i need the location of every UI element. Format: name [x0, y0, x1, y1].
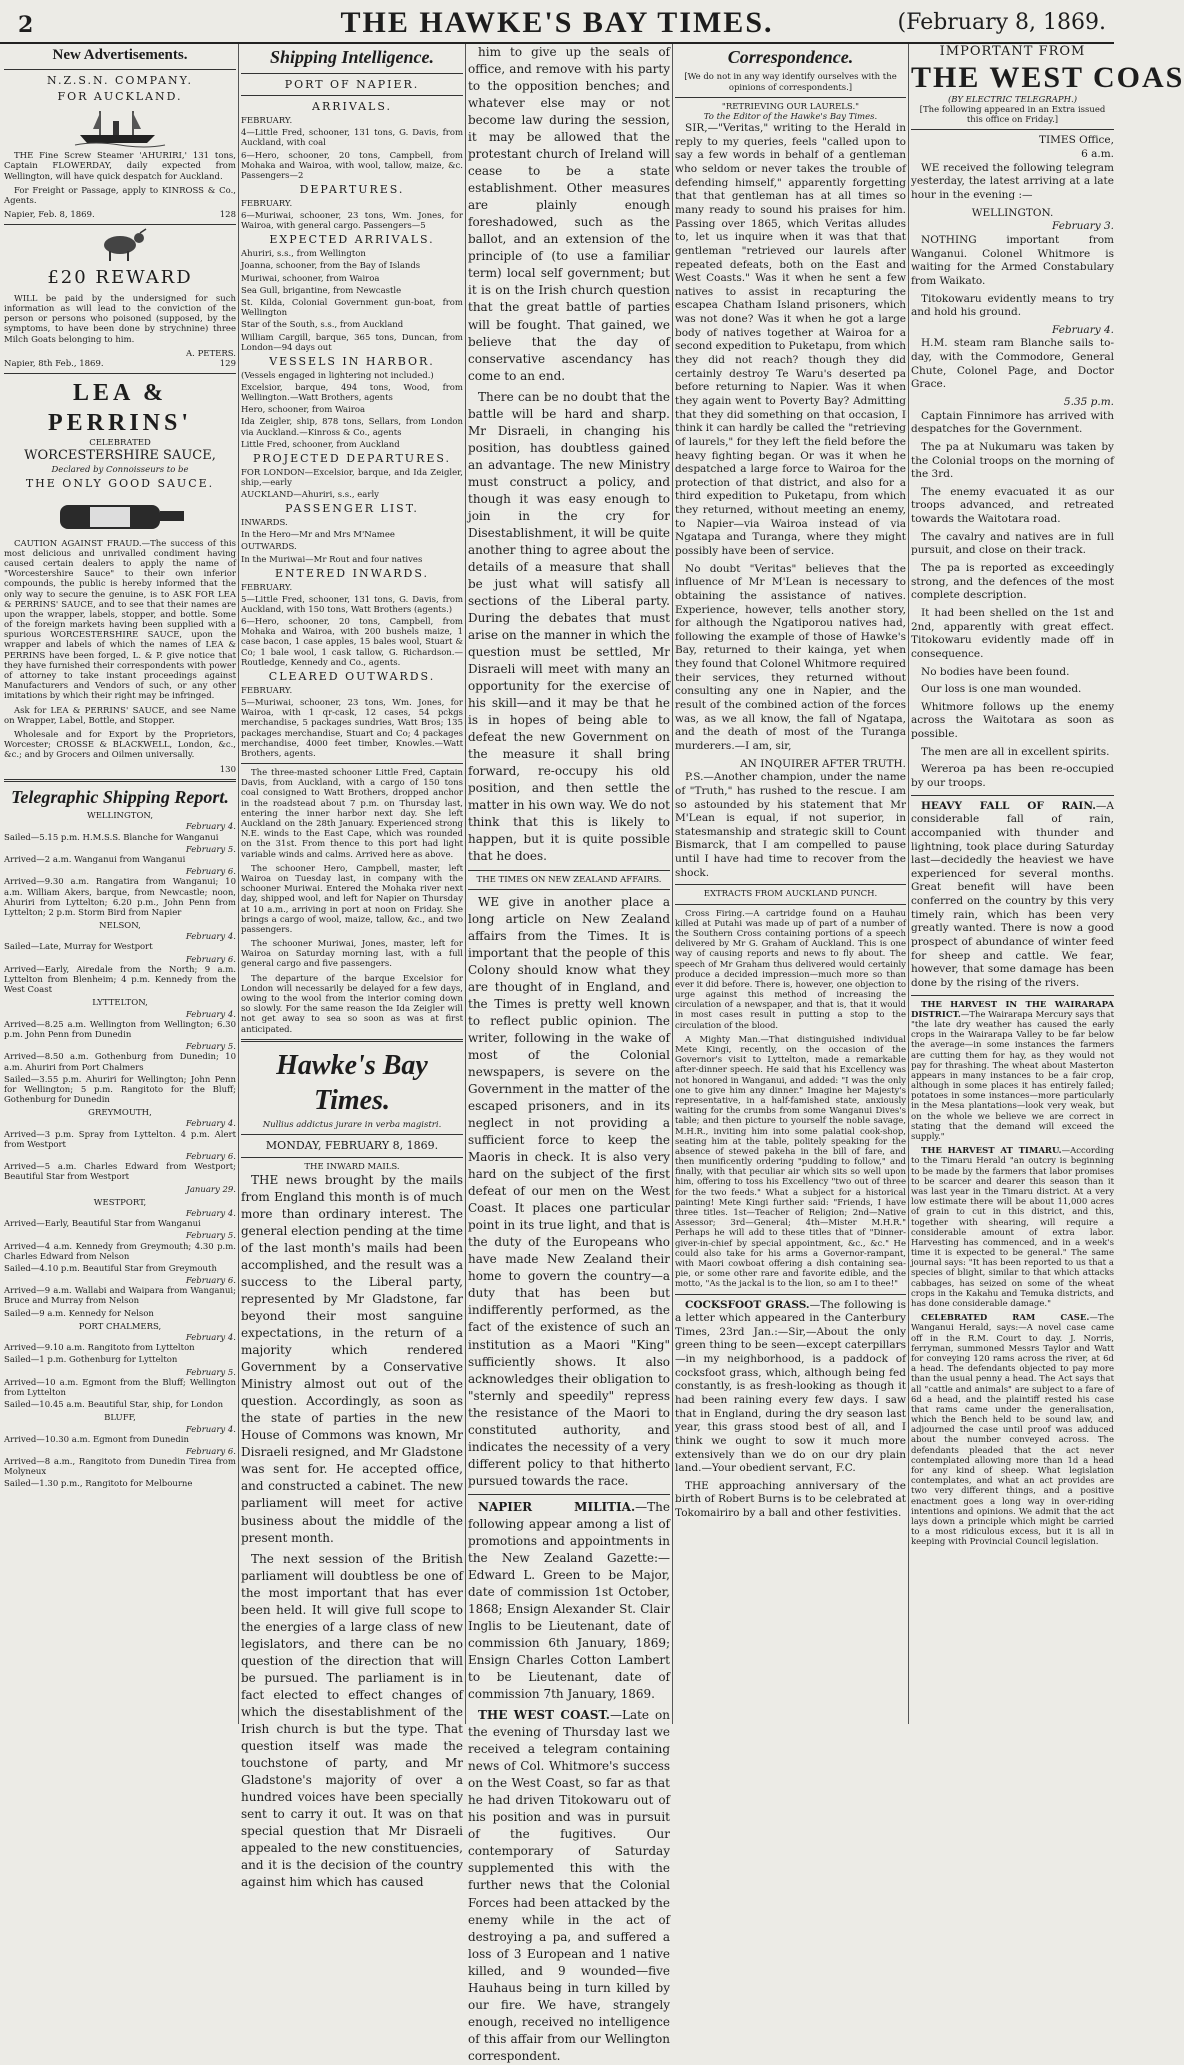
list-item: 5—Little Fred, schooner, 131 tons, G. Davis, from Auckland, with 150 tons, Watt Brothers (agents.)	[241, 594, 463, 615]
arrivals-title: ARRIVALS.	[312, 100, 392, 114]
list-item: Little Fred, schooner, from Auckland	[241, 439, 400, 450]
telegram-p1: NOTHING important from Wanganui. Colonel Whitmore is waiting for the Armed Constabulary from Waikato.	[911, 233, 1114, 287]
wellington-dateline: WELLINGTON.	[971, 206, 1054, 219]
list-item: FEBRUARY.	[241, 116, 293, 126]
column-editorial	[468, 44, 670, 2063]
list-item: 5—Muriwai, schooner, 23 tons, Wm. Jones, for Wairoa, with 1 qr-cask, 12 cases, 54 pckgs merchandise, 5 packages sundries, Watt Bros; 135 packages merchandise, Stuart and Co; 4 packages merchandise, 4000 feet timber, Knowles.—Watt Brothers, agents.	[241, 697, 463, 759]
steamer-illustration	[75, 107, 165, 147]
entered-list	[241, 583, 463, 669]
report-entry: Arrived—8 a.m., Rangitoto from Dunedin Tirea from Molyneux	[4, 1457, 236, 1478]
list-item: WE give in another place a long article on New Zealand affairs from the Times. It is important that the people of this Colony should know what they are thought of in England, and the Times is pretty well known to reflect public opinion. The writer, following in the wake of most of the Colonial newspapers, is severe on the Government in the matter of the escaped prisoners, and in its neglect in not providing a sufficient force to keep the Maoris in check. It is also very hard on the subject of the first defeat of our men on the West Coast. It places one particular point in its true light, and that is the duty of the Europeans who have made New Zealand their home to govern the country—a duty that has been but indifferently performed, as the fact of the existence of such an institution as a Maori "King" sufficiently shows. It also acknowledges their obligation to "sternly and speedily" repress the resistance of the Maori to constituted authority, and indicates the necessity of a very different policy to that hitherto pursued towards the race.	[468, 894, 670, 1488]
list-item: Ida Zeigler, ship, 878 tons, Sellars, from London via Auckland.—Kinross & Co., agents	[241, 417, 463, 438]
list-item: FOR LONDON—Excelsior, barque, and Ida Zeigler, ship,—early	[241, 467, 463, 488]
punch-extracts	[675, 909, 906, 1290]
letter-ps: P.S.—Another champion, under the name of "Truth," has rushed to the rescue. I am so astounded by his statement that Mr M'Lean is equal, if not superior, in statesmanship and strategic skill to Count Bismarck, that I am compelled to pause until I have had time to recover from the shock.	[675, 771, 906, 879]
report-entry: Arrived—9.10 a.m. Rangitoto from Lyttelton	[4, 1343, 195, 1354]
lp-wholesale: Wholesale and for Export by the Proprietors, Worcester; CROSSE & BLACKWELL, London, &c., &c.; and by Grocers and Oilmen universally.	[4, 729, 236, 761]
report-date: February 4.	[185, 1333, 236, 1343]
date-feb3: February 3.	[1052, 220, 1114, 233]
report-place: GREYMOUTH,	[88, 1108, 152, 1119]
list-item: FEBRUARY.	[241, 582, 293, 593]
list-item: Sea Gull, brigantine, from Newcastle	[241, 285, 402, 296]
expected-list	[241, 249, 463, 353]
telegraph-subtitle: (BY ELECTRIC TELEGRAPH.)	[947, 94, 1078, 105]
telegram-p6: The enemy evacuated it as our troops advanced, and retreated towards the Waitotara road.	[911, 485, 1114, 526]
expected-title: EXPECTED ARRIVALS.	[269, 233, 435, 247]
report-entry: Arrived—9 a.m. Wallabi and Waipara from Wanganui; Bruce and Murray from Nelson	[4, 1286, 236, 1307]
report-date: February 5.	[185, 1367, 236, 1378]
column-shipping	[241, 44, 463, 1890]
telegram-p13: The men are all in excellent spirits.	[921, 745, 1110, 758]
telegram-p10: No bodies have been found.	[921, 665, 1070, 678]
goat-illustration	[90, 229, 150, 263]
times-title: THE TIMES ON NEW ZEALAND AFFAIRS.	[476, 874, 662, 885]
list-item: In the Hero—Mr and Mrs M'Namee	[241, 530, 395, 541]
report-date: February 4.	[185, 822, 236, 833]
disclaimer: [We do not in any way identify ourselves with the opinions of correspondents.]	[684, 72, 897, 93]
list-item: William Cargill, barque, 365 tons, Duncan, from London—94 days out	[241, 332, 463, 353]
section-title: Shipping Intelligence.	[269, 47, 435, 67]
telegraphic-title: Telegraphic Shipping Report.	[11, 786, 229, 807]
report-place: BLUFF,	[104, 1413, 136, 1424]
list-item: OUTWARDS.	[241, 542, 297, 553]
cleared-title: CLEARED OUTWARDS.	[268, 670, 436, 683]
report-place: NELSON,	[99, 921, 141, 932]
passenger-list	[241, 518, 463, 565]
column-west-coast	[911, 44, 1184, 1724]
article-timaru: THE HARVEST AT TIMARU.—According to the Timaru Herald "an outcry is beginning to be made by the farmers that labor promises to be scarcer and dearer this season than it was last year in the Timaru district. At a very low estimate there will be about 11,000 acres of grain to cut in this district, and this, together with shearing, will require a considerable amount of extra labor. Harvesting has commenced, and in a week's time it is expected to be general." The same journal says: "It has been reported to us that a species of blight, similar to that which attacks cabbages, has seized on some of the wheat crops in the Kakahu and Temuka districts, and has done considerable damage."	[911, 1146, 1114, 1310]
article-west-coast: THE WEST COAST.—Late on the evening of Thursday last we received a telegram containing news of Col. Whitmore's success on the West Coast, so far as that he had driven Titokowaru out of his position and was in pursuit of the fugitives. Our contemporary of Saturday supplemented this with the further news that the Colonial Forces had been attacked by the enemy while in the act of destroying a pa, and suffered a loss of 3 European and 1 native killed, and 9 wounded—five Hauhaus being in turn killed by our fire. We have, strangely enough, received no intelligence of this affair from our Wellington correspondent.	[468, 1708, 670, 2063]
section-title: Correspondence.	[727, 47, 854, 67]
list-item: AUCKLAND—Ahuriri, s.s., early	[241, 490, 379, 501]
paper-motto: Nullius addictus jurare in verba magistri.	[262, 1119, 442, 1130]
telegram-p4: Captain Finnimore has arrived with despatches for the Government.	[911, 409, 1114, 436]
report-entry: Arrived—Early, Airedale from the North; 9 a.m. Lyttelton from Blenheim; 4 p.m. Kennedy from the West Coast	[4, 964, 236, 996]
article-inward-mails	[241, 1172, 463, 1891]
telegram-intro: WE received the following telegram yesterday, the latest arriving at a late hour in the evening :—	[911, 161, 1114, 202]
telegram-p2: Titokowaru evidently means to try and hold his ground.	[911, 292, 1114, 319]
telegram-p14: Wereroa pa has been re-occupied by our troops.	[911, 763, 1114, 789]
list-item: There can be no doubt that the battle will be hard and sharp. Mr Disraeli, in changing his position, has doubtless gained an advantage. The new Ministry must construct a policy, and though it was easy enough to join in the cry for Disestablishment, it will be quite another thing to agree about the details of a measure that shall be just what will satisfy all sections of the Liberal party. During the debates that must arise on the manner in which the question must be settled, Mr Disraeli will meet with many an opportunity for the exercise of his skill—and it may be that he is in hopes of being able to defeat the new Government on the measure it shall bring forward, re-occupy his old position, and then settle the matter in his own way. We do not think that this is likely to happen, but it is quite possible that he does.	[468, 389, 670, 864]
article-militia: NAPIER MILITIA.—The following appear among a list of promotions and appointments in the New Zealand Gazette:—Edward L. Green to be Major, date of commission 1st October, 1868; Ensign Alexander St. Clair Inglis to be Lieutenant, date of commission 6th January, 1869; Ensign Charles Cotton Lambert to be Lieutenant, date of commission 7th January, 1869.	[468, 1499, 670, 1702]
article-cocksfoot: COCKSFOOT GRASS.—The following is a letter which appeared in the Canterbury Times, 23rd Jan.:—Sir,—About the only green thing to be seen—except caterpillars—in my neighborhood, is a paddock of cocksfoot grass, which, although being fed constantly, is as fresh-looking as though it had been raining every few days. I saw that in England, during the dry season last year, this grass stood best of all, and I think we ought to sow it much more extensively than we do on our dry plain land.—Your obedient servant, F.C.	[675, 1298, 907, 1475]
lp-celebrated: CELEBRATED	[89, 438, 151, 449]
report-entry: Sailed—Late, Murray for Westport	[4, 942, 153, 953]
passenger-title: PASSENGER LIST.	[285, 502, 419, 516]
reward-sign: A. PETERS.	[186, 348, 236, 359]
report-date: February 6.	[185, 867, 236, 878]
departures-list	[241, 199, 463, 232]
list-item: INWARDS.	[241, 518, 288, 528]
article-ram-case: CELEBRATED RAM CASE.—The Wanganui Herald, says:—A novel case came off in the R.M. Court to day. J. Norris, ferryman, summoned Messrs Taylor and Watt for conveying 120 rams across the river, at 6d a head. The defendants objected to pay more than the usual penny a head. The Act says that all "cattle and animals" are subject to a fare of 6d a head, and the plaintiff rested his case that rams came under the generalisation, which the Bench held to be sound law, and adjourned the case until proof was adduced about the number conveyed across. The defendants pleaded that the act never contemplated allowing more than 1d a head for any kind of sheep. What legislation contemplates, and what an act provides are two very different things, and a positive enactment goes a long way in over-riding intentions and opinions. We admit that the act lays down a principle which might be carried to a most ridiculous excess, but it is all in keeping with Provincial Council legislation.	[911, 1313, 1114, 1548]
report-entry: Arrived—Early, Beautiful Star from Wanganui	[4, 1219, 201, 1230]
dateline: MONDAY, FEBRUARY 8, 1869.	[265, 1138, 439, 1152]
article-rain: HEAVY FALL OF RAIN.—A considerable fall of rain, accompanied with thunder and lightning, took place during Saturday last—decidedly the heaviest we have experienced for several months. Great benefit will have been conferred on the country by this very timely rain, which has been very greatly wanted. There is now a good prospect of abundance of winter feed for sheep and cattle. We fear, however, that some damage has been done by the rising of the rivers.	[911, 799, 1114, 989]
arrivals-list	[241, 116, 463, 181]
report-place: WELLINGTON,	[86, 811, 154, 822]
cleared-list	[241, 686, 463, 759]
list-item: Excelsior, barque, 494 tons, Wood, from Wellington.—Watt Brothers, agents	[241, 382, 463, 403]
list-item: Muriwai, schooner, from Wairoa	[241, 273, 380, 284]
telegram-p5: The pa at Nukumaru was taken by the Colonial troops on the morning of the 3rd.	[911, 440, 1114, 481]
list-item: Hero, schooner, from Wairoa	[241, 405, 366, 416]
article-wairarapa: THE HARVEST IN THE WAIRARAPA DISTRICT.—The Wairarapa Mercury says that "the late dry weather has caused the early crops in the Wairarapa Valley to be far below the average—in some instances the farmers are cutting them for hay, as they would not pay for thrashing. The wheat about Masterton appears in many instances to be a fair crop, although in some places it has entirely failed; potatoes in some instances—more particularly in the Mesa plantations—look very weak, but on the whole we believe we are correct in stating that the demand will exceed the supply."	[911, 999, 1114, 1143]
report-date: January 29.	[186, 1184, 236, 1195]
column-correspondence	[675, 44, 906, 1724]
projected-list	[241, 468, 463, 501]
west-coast-title: THE WEST COAS	[911, 60, 1184, 94]
report-entry: Arrived—4 a.m. Kennedy from Greymouth; 4.30 p.m. Charles Edward from Nelson	[4, 1241, 236, 1262]
column-rule	[465, 44, 466, 1724]
article-title: THE INWARD MAILS.	[304, 1161, 400, 1172]
harbor-title: VESSELS IN HARBOR.	[269, 354, 435, 368]
telegram-p8: The pa is reported as exceedingly strong, and the defences of the most complete description.	[911, 562, 1114, 602]
report-entry: Arrived—10 a.m. Egmont from the Bluff; Wellington from Lyttelton	[4, 1377, 236, 1398]
report-entry: Arrived—8.50 a.m. Gothenburg from Dunedin; 10 a.m. Ahuriri from Port Chalmers	[4, 1052, 236, 1073]
letter-to: To the Editor of the Hawke's Bay Times.	[703, 111, 878, 122]
section-title: New Advertisements.	[52, 47, 188, 63]
port-title: PORT OF NAPIER.	[284, 77, 420, 91]
paper-masthead: Hawke's Bay Times.	[276, 1049, 428, 1116]
harbor-list	[241, 371, 463, 450]
reward-title: £20 REWARD	[47, 267, 193, 289]
lp-product: WORCESTERSHIRE SAUCE,	[24, 448, 216, 464]
column-advertisements	[4, 44, 236, 1724]
telegraphic-report	[4, 811, 236, 1489]
article-times	[468, 894, 670, 1490]
ad-route: FOR AUCKLAND.	[57, 89, 183, 103]
page-header	[0, 0, 1114, 44]
list-item: The next session of the British parliament will doubtless be one of the most important that has ever been held. It will give full scope to the energies of a large class of new legislators, and there can be no question of the direction that will be pursued. The parliament is in fact elected to effect changes of which the disestablishment of the Irish church is but the type. That question itself was made the touchstone of party, and Mr Gladstone's majority of over a hundred voices have been specially sent to carry it out. It was on that special question that Mr Disraeli appealed to the new constituencies, and it is the decision of the country against him which has caused	[241, 1551, 463, 1890]
projected-title: PROJECTED DEPARTURES.	[252, 451, 452, 465]
list-item: 6—Muriwai, schooner, 23 tons, Wm. Jones, for Wairoa, with general cargo. Passengers—5	[241, 211, 463, 232]
list-item: him to give up the seals of office, and remove with his party to the opposition benches; and whatever else may or not become law during the session, it may be allowed that the protestant church of Ireland will cease to be a state establishment. Other measures are plainly enough foreshadowed, such as the ballot, and an extension of the principle of (to use a familiar term) local self government; but it is on the Irish church question that the great battle of parties will be fought. That gained, we believe that the day of conservative ascendancy has come to an end.	[468, 45, 670, 383]
report-place: WESTPORT,	[93, 1197, 147, 1208]
reward-body: WILL be paid by the undersigned for such information as will lead to the conviction of the person or persons who poisoned (supposed, by the symptoms, to have been done by strychnine) three Milch Goats belonging to him.	[4, 293, 236, 345]
report-entry: Sailed—1.30 p.m., Rangitoto for Melbourne	[4, 1479, 193, 1490]
telegram-p11: Our loss is one man wounded.	[921, 683, 1082, 696]
lp-caution: CAUTION AGAINST FRAUD.—The success of this most delicious and unrivalled condiment having caused certain dealers to apply the name of "Worcestershire Sauce" to their own inferior compounds, the public is hereby informed that the only way to secure the genuine, is to ASK FOR LEA & PERRINS' SAUCE, and to see that their names are upon the wrapper, labels, stopper, and bottle. Some of the foreign markets having been supplied with a spurious WORCESTERSHIRE SAUCE, upon the wrapper and labels of which the names of LEA & PERRINS have been forged, L. & P. give notice that they have furnished their correspondents with power of attorney to take instant proceedings against Manufacturers and Vendors of such, or any other imitations by which their right may be infringed.	[4, 538, 236, 702]
article-continued	[468, 44, 670, 866]
column-rule	[672, 44, 673, 1724]
telegram-p12: Whitmore follows up the enemy across the Waitotara as soon as possible.	[911, 700, 1114, 741]
report-date: February 5.	[185, 844, 236, 855]
list-item: Joanna, schooner, from the Bay of Islands	[241, 261, 421, 272]
list-item: FEBRUARY.	[241, 685, 293, 696]
ad-footer: Napier, Feb. 8, 1869. 128	[4, 210, 236, 221]
report-place: LYTTELTON,	[92, 998, 148, 1009]
time-535: 5.35 p.m.	[1063, 395, 1114, 408]
telegram-p3: H.M. steam ram Blanche sails to-day, with the Commodore, General Chute, Colonel Page, and Doctor Grace.	[911, 337, 1114, 391]
report-place: PORT CHALMERS,	[78, 1321, 162, 1332]
list-item: No doubt "Veritas" believes that the influence of Mr M'Lean is necessary to obtaining the assistance of natives. Experience, however, tells another story, for although the Ngatiporou natives had, following the example of those of Hawke's Bay, returned to their kainga, yet when they found that Colonel Whitmore required their services, they returned without consulting any one in Napier, and the result of the combined action of the forces was, as we all know, the fall of Ngatapa, and the death of most of the Turanga murderers.—I am, sir,	[675, 562, 906, 752]
ad-body: THE Fine Screw Steamer 'AHURIRI,' 131 tons, Captain FLOWERDAY, daily expected from Wellington, will have quick despatch for Auckland.	[4, 151, 236, 182]
reward-footer: Napier, 8th Feb., 1869. 129	[4, 359, 236, 369]
report-entry: Arrived—8.25 a.m. Wellington from Wellington; 6.30 p.m. John Penn from Dunedin	[4, 1019, 236, 1040]
lp-title: LEA & PERRINS'	[47, 380, 193, 437]
telegram-p7: The cavalry and natives are in full pursuit, and close on their track.	[911, 530, 1114, 557]
list-item: 4—Little Fred, schooner, 131 tons, G. Davis, from Auckland, with coal	[241, 128, 463, 149]
report-entry: Sailed—3.55 p.m. Ahuriri for Wellington; John Penn for Wellington; 5 p.m. Rangitoto for the Bluff; Gothenburg for Dunedin	[4, 1074, 236, 1106]
ad-company: N.Z.S.N. COMPANY.	[47, 73, 193, 87]
list-item: Ahuriri, s.s., from Wellington	[241, 249, 366, 260]
column-rule	[238, 44, 239, 1724]
letter-body	[675, 122, 906, 753]
telegram-p9: It had been shelled on the 1st and 2nd, apparently with great effect. Titokowaru evidently made off in consequence.	[911, 606, 1114, 660]
ad-freight: For Freight or Passage, apply to KINROSS & Co., Agents.	[4, 185, 236, 206]
header-date: (February 8, 1869.	[897, 10, 1106, 35]
report-entry: Sailed—1 p.m. Gothenburg for Lyttelton	[4, 1355, 178, 1366]
bottle-illustration	[50, 495, 190, 535]
ad-reward	[4, 229, 236, 369]
report-date: February 6.	[185, 1276, 236, 1287]
list-item: St. Kilda, Colonial Government gun-boat, from Wellington	[241, 297, 463, 319]
report-date: February 6.	[185, 1446, 236, 1457]
report-date: February 4.	[185, 1119, 236, 1130]
letter-title: "RETRIEVING OUR LAURELS."	[721, 101, 860, 112]
report-entry: Arrived—5 a.m. Charles Edward from Westport; Beautiful Star from Westport	[4, 1162, 236, 1183]
report-date: February 5.	[185, 1042, 236, 1053]
departures-title: DEPARTURES.	[299, 183, 405, 197]
list-item: In the Muriwai—Mr Rout and four natives	[241, 554, 423, 565]
report-date: February 4.	[185, 1208, 236, 1219]
list-item: THE news brought by the mails from England this month is of much more than ordinary interest. The general election pending at the time of the last month's mails had been accomplished, and the result was a success to the Liberal party, represented by Mr Gladstone, far beyond their most sanguine expectations, in the return of a majority which rendered Government by a Conservative Ministry almost out out of the question. Accordingly, as soon as the state of parties in the new House of Commons was known, Mr Disraeli resigned, and Mr Gladstone was sent for. He accepted office, and constructed a cabinet. The new parliament will meet for active business about the middle of the present month.	[241, 1172, 463, 1545]
lp-ask: Ask for LEA & PERRINS' SAUCE, and see Name on Wrapper, Label, Bottle, and Stopper.	[4, 705, 236, 726]
report-date: February 4.	[185, 932, 236, 943]
ad-nzsn	[4, 74, 236, 221]
office-time: 6 a.m.	[1081, 148, 1114, 161]
report-entry: Sailed—4.10 p.m. Beautiful Star from Greymouth	[4, 1263, 217, 1274]
list-item: The departure of the barque Excelsior for London will necessarily be delayed for a few days, owing to the wool from the interior coming down so slowly. For the same reason the Ida Zeigler will not get away to sea so soon as was at first anticipated.	[241, 973, 463, 1035]
list-item: SIR,—"Veritas," writing to the Herald in reply to my queries, feels "called upon to say a few words in behalf of a gentleman who seldom or never takes the trouble of defending himself," apparently forgetting that that gentleman has at all times so many ready to sound his praises for him. Passing over 1865, which Veritas alludes to, let us inquire when it was that that gentleman "retrieved our laurels after repeated defeats, both on the East and West Coasts." Was it when he sent a few natives to assist in recapturing the escapea Chatham Island prisoners, which was not done? Was it when he got a large body of natives together at Wairoa for a second expedition to Puketapu, from which they did not reach? though they did certainly destroy Te Waru's deserted pa before returning to Napier. Was it when they again went to Poverty Bay? Admitting that they did something on that occasion, I think it can hardly be called the "retrieving of laurels," for they left the field before the heavy fighting began. Or was it when he despatched a large force to Wairoa for the protection of that district, and also for a third expedition to Puketapu, from which they returned, without meeting an enemy, to Napier—via Wairoa instead of via Ngatapa and Turanga, where they might possibly have been of service.	[675, 122, 906, 557]
list-item: (Vessels engaged in lightering not included.)	[241, 370, 434, 381]
report-entry: Arrived—3 p.m. Spray from Lyttelton. 4 p.m. Alert from Westport	[4, 1129, 236, 1150]
entered-title: ENTERED INWARDS.	[274, 566, 430, 580]
important-title: IMPORTANT FROM	[939, 44, 1086, 59]
report-date: February 6.	[185, 1152, 236, 1162]
report-date: February 4.	[185, 1424, 236, 1435]
list-item: FEBRUARY.	[241, 198, 293, 209]
page-number: 2	[18, 12, 34, 38]
ad-lea-perrins	[4, 378, 236, 775]
list-item: 6—Hero, schooner, 20 tons, Campbell, from Mohaka and Wairoa, with wool, tallow, maize, &c. Passengers—2	[241, 150, 463, 181]
lp-only: THE ONLY GOOD SAUCE.	[25, 476, 215, 490]
report-entry: Sailed—9 a.m. Kennedy for Nelson	[4, 1308, 154, 1319]
lp-declared: Declared by Connoisseurs to be	[51, 464, 189, 475]
list-item: The three-masted schooner Little Fred, Captain Davis, from Auckland, with a cargo of 150 tons coal consigned to Watt Brothers, dropped anchor in the roadstead about 7 p.m. on Thursday last, entering the inner harbor next day. She left Auckland on the 28th January. Experienced strong N.E. winds to the East Cape, which was rounded on the 31st. From thence to this port had light variable winds and calms. Arrived here as above.	[241, 768, 463, 860]
shipping-notes	[241, 768, 463, 1035]
letter-signature: AN INQUIRER AFTER TRUTH.	[740, 757, 906, 770]
report-entry: Arrived—2 a.m. Wanganui from Wanganui	[4, 854, 186, 865]
list-item: The schooner Hero, Campbell, master, left Wairoa on Tuesday last, in company with the schooner Muriwai. Entered the Mohaka river next day, shipped wool, and left for Napier on Thursday at 10 a.m., arriving in port at noon on Friday. She brings a cargo of wool, maize, tallow, &c., and two passengers.	[241, 863, 463, 935]
report-entry: Sailed—5.15 p.m. H.M.S.S. Blanche for Wanganui	[4, 832, 219, 843]
date-feb4: February 4.	[1052, 323, 1114, 336]
masthead: THE HAWKE'S BAY TIMES.	[340, 6, 774, 39]
list-item: A Mighty Man.—That distinguished individual Mete Kingi, recently, on the occasion of the Governor's visit to Lyttelton, made a remarkable after-dinner speech. He said that his Excellency was not honored in Wanganui, and added: "I was the only one to give him any dinner." Imagine her Majesty's representative, in a half-famished state, anxiously waiting for the crumbs from some Wanganui Dives's table; and then picture to yourself the noble savage, M.H.R., inviting him into some palatial cook-shop, seating him at the table, politely speaking for the absence of stewed pakeha in the bill of fare, and then munificently ordering "pudding to follow," and finally, with that peculiar air which sits so well upon him, offering to toss his Excellency "two out of three for the two feeds." What a subject for a historical painting! Mete Kingi further said: "Friends, I have three titles. 1st—Teacher of Religion; 2nd—Native Assessor; 3rd—General; 4th—Mister M.H.R." Perhaps he will add to these titles that of "Dinner-giver-in-chief by special appointment, &c., &c." He could also take for his arms a Governor-rampant, with Maori cowboat offering a dish containing sea-pie, or some other rare and favorite edible, and the motto, "As the jackal is to the lion, so am I to thee!"	[675, 1034, 906, 1290]
list-item: Star of the South, s.s., from Auckland	[241, 320, 404, 331]
extra-note: [The following appeared in an Extra issued this office on Friday.]	[919, 105, 1106, 126]
list-item: The schooner Muriwai, Jones, master, left for Wairoa on Saturday morning last, with a full general cargo and five passengers.	[241, 939, 463, 970]
punch-title: EXTRACTS FROM AUCKLAND PUNCH.	[703, 889, 878, 900]
office-line: TIMES Office,	[1039, 134, 1114, 147]
lp-num: 130	[219, 764, 236, 775]
article-burns: THE approaching anniversary of the birth of Robert Burns is to be celebrated at Tokomairiro by a ball and other festivities.	[675, 1479, 906, 1520]
report-entry: Arrived—9.30 a.m. Rangatira from Wanganui; 10 a.m. William Akers, barque, from Newcastle; noon, Ahuriri from Lyttelton; 6.20 p.m., John Penn from Lyttelton; 2 p.m. Storm Bird from Napier	[4, 877, 236, 918]
report-date: February 4.	[185, 1009, 236, 1020]
list-item: 6—Hero, schooner, 20 tons, Campbell, from Mohaka and Wairoa, with 200 bushels maize, 1 case bacon, 1 case apples, 15 bales wool, Stuart & Co; 1 bale wool, 1 cask tallow, G. Richardson.—Routledge, Kennedy and Co., agents.	[241, 617, 463, 668]
report-date: February 6.	[185, 954, 236, 965]
list-item: Cross Firing.—A cartridge found on a Hauhau killed at Putahi was made up of part of a number of the Southern Cross containing portions of a speech delivered by Mr G. Graham of Auckland. This is one way of causing reports and news to fly about. The speech of Mr Graham thus delivered would certainly produce a decided impression—much more so than ever it did before. There is, however, one objection to urge against this method of increasing the circulation of a newspaper, and that is, that it would in most cases result in putting a stop to the circulation of the blood.	[675, 908, 906, 1031]
report-entry: Sailed—10.45 a.m. Beautiful Star, ship, for London	[4, 1400, 224, 1411]
column-rule	[908, 44, 909, 1724]
report-date: February 5.	[185, 1231, 236, 1242]
report-entry: Arrived—10.30 a.m. Egmont from Dunedin	[4, 1434, 189, 1445]
